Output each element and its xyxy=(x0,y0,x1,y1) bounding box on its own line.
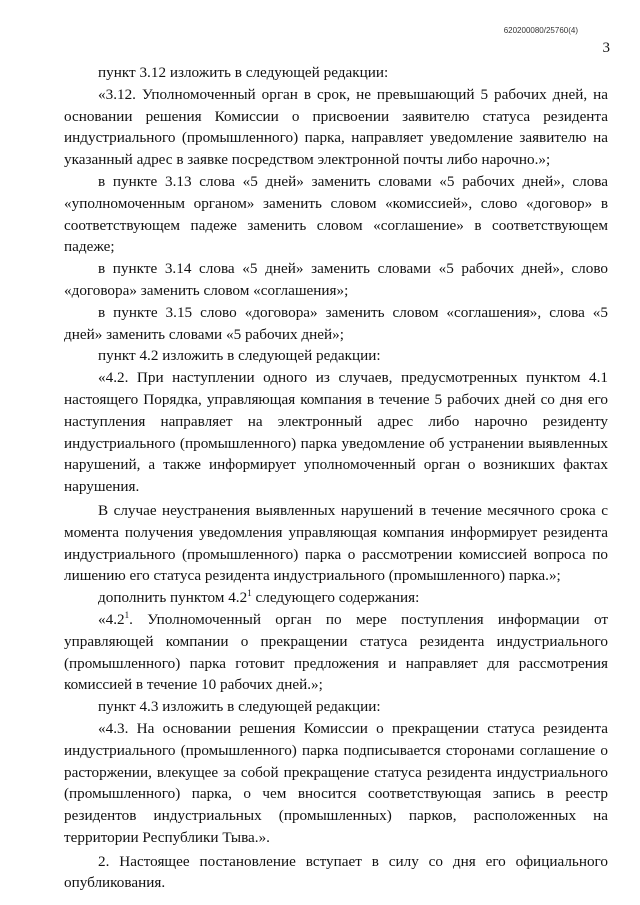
paragraph-item-4-2-1-intro xyxy=(64,587,608,609)
paragraph-item-4-3-intro: пункт 4.3 изложить в следующей редакции: xyxy=(98,698,381,716)
text-fragment: дополнить пунктом 4.2 xyxy=(98,589,248,607)
paragraph-item-3-15: в пункте 3.15 слово «договора» заменить словом «соглашения», слова «5 дней» заменить словами «5 рабочих дней»; xyxy=(64,303,608,343)
paragraph-effective-date: 2. Настоящее постановление вступает в силу со дня его официального опубликования. xyxy=(64,852,608,892)
paragraph-item-4-2-text: «4.2. При наступлении одного из случаев, предусмотренных пунктом 4.1 настоящего Порядка, управляющая компания в течение 5 рабочих дней со дня его наступления направляет на электронный адрес либо нарочно резиденту индустриального (промышленного) парка уведомление об устранении выявленных нарушений, а также информирует уполномоченный орган о возникших фактах нарушения. xyxy=(64,369,608,496)
paragraph-item-3-14: в пункте 3.14 слова «5 дней» заменить словами «5 рабочих дней», слово «договора» заменить словом «соглашения»; xyxy=(64,260,608,299)
text-fragment: «4.2 xyxy=(98,610,125,628)
paragraph-item-4-3-text: «4.3. На основании решения Комиссии о прекращении статуса резидента индустриального (промышленного) парка подписывается сторонами соглашение о расторжении, влекущее за собой прекращение статуса резидента индустриального (промышленного) парка, о чем вносится соответствующая запись в реестр резидентов индустриальных (промышленных) парков, расположенных на территории Республики Тыва.». xyxy=(64,719,608,846)
paragraph-item-4-2-continuation: В случае неустранения выявленных нарушений в течение месячного срока с момента получения уведомления управляющая компания информирует резидента индустриального (промышленного) парка о рассмотрении комиссией вопроса по лишению его статуса резидента индустриального (промышленного) парка.»; xyxy=(64,501,608,585)
text-fragment: следующего содержания: xyxy=(251,589,420,607)
page-number: 3 xyxy=(602,40,610,56)
text-fragment: . Уполномоченный орган по мере поступления информации от управляющей компании о прекращении статуса резидента индустриального (промышленного) парка готовит предложения и направляет для рассмотрения комиссией в течение 10 рабочих дней.»; xyxy=(64,610,608,694)
paragraph-item-3-12-intro: пункт 3.12 изложить в следующей редакции: xyxy=(98,64,389,81)
superscript: 1 xyxy=(124,609,130,620)
document-body xyxy=(64,62,608,894)
superscript: 1 xyxy=(247,588,252,599)
paragraph-item-3-12-text: «3.12. Уполномоченный орган в срок, не превышающий 5 рабочих дней, на основании решения Комиссии о присвоении заявителю статуса резидента индустриального (промышленного) парка, направляет уведомление заявителю на указанный адрес в заявке посредством электронной почты либо нарочно.»; xyxy=(64,85,608,169)
document-id: 620200080/25760(4) xyxy=(503,26,578,35)
paragraph-item-4-2-1-text xyxy=(64,609,608,696)
paragraph-item-3-13: в пункте 3.13 слова «5 дней» заменить словами «5 рабочих дней», слова «уполномоченным органом» заменить словом «комиссией», слово «договор» в соответствующем падеже заменить словом «соглашение» в соответствующем падеже; xyxy=(64,172,608,256)
paragraph-item-4-2-intro: пункт 4.2 изложить в следующей редакции: xyxy=(98,347,381,365)
